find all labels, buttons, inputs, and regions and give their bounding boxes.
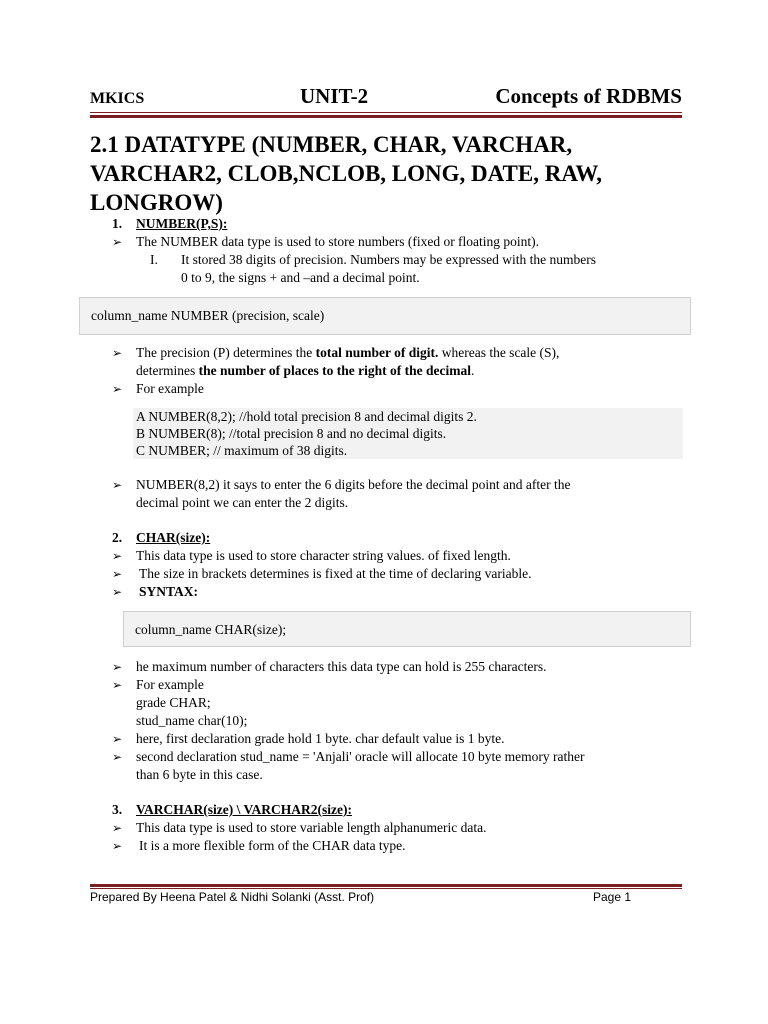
bullet-arrow-icon: ➢ [112,750,123,764]
section2-bullet1: This data type is used to store character string values. of fixed length. [136,548,511,563]
bullet-arrow-icon: ➢ [112,382,123,396]
number-syntax-text: column_name NUMBER (precision, scale) [91,308,325,323]
page-header [90,84,682,114]
bullet-arrow-icon: ➢ [112,821,123,835]
section3-heading: VARCHAR(size) \ VARCHAR2(size): [136,802,352,817]
footer-rule-thin [90,888,682,889]
precision-text-d: determines [136,363,199,378]
section1-heading: NUMBER(P,S): [136,216,228,231]
bullet-arrow-icon: ➢ [112,585,123,599]
section2-number: 2. [112,530,123,545]
section1-for-example: For example [136,381,204,396]
precision-line1 [136,344,559,362]
section2-heading: CHAR(size): [136,530,211,545]
number-example-code [133,408,683,459]
bullet-arrow-icon: ➢ [112,567,123,581]
header-right: Concepts of RDBMS [495,84,682,108]
section1-bullet1: The NUMBER data type is used to store numbers (fixed or floating point). [136,234,540,249]
precision-text-e: the number of places to the right of the decimal [198,363,471,378]
precision-text-c: whereas the scale (S), [438,345,560,360]
number-syntax-box [79,297,691,335]
section3-bullet2: It is a more flexible form of the CHAR data type. [139,838,406,853]
footer-rule-thick [90,884,682,887]
section1-sub-line2: 0 to 9, the signs + and –and a decimal point. [181,270,420,285]
section3-number: 3. [112,802,123,817]
section2-example1: grade CHAR; [136,695,211,710]
section2-syntax-label: SYNTAX: [139,584,199,599]
section1-sub-number: I. [150,252,158,267]
section2-bullet2: The size in brackets determines is fixed at the time of declaring variable. [139,566,532,581]
section2-bullet7-line1: second declaration stud_name = 'Anjali' oracle will allocate 10 byte memory rather [136,749,585,764]
section2-bullet5: For example [136,677,204,692]
precision-text-a: The precision (P) determines the [136,345,316,360]
bullet-arrow-icon: ➢ [112,839,123,853]
section2-bullet4: he maximum number of characters this data type can hold is 255 characters. [136,659,547,674]
header-rule-thick [90,115,682,118]
header-center: UNIT-2 [300,84,369,108]
footer-credit: Prepared By Heena Patel & Nidhi Solanki (Asst. Prof) [90,890,375,904]
precision-text-f: . [470,363,475,378]
precision-text-b: total number of digit. [315,345,439,360]
bullet-arrow-icon: ➢ [112,346,123,360]
code-line: A NUMBER(8,2); //hold total precision 8 and decimal digits 2. [136,409,477,424]
section2-bullet6: here, first declaration grade hold 1 byte. char default value is 1 byte. [136,731,505,746]
section3-bullet1: This data type is used to store variable length alphanumeric data. [136,820,487,835]
header-rule-thin [90,112,682,113]
bullet-arrow-icon: ➢ [112,549,123,563]
code-line: C NUMBER; // maximum of 38 digits. [136,443,348,458]
section1-sub-line1: It stored 38 digits of precision. Numbers may be expressed with the numbers [181,252,597,267]
section1-note-line1: NUMBER(8,2) it says to enter the 6 digits before the decimal point and after the [136,477,571,492]
bullet-arrow-icon: ➢ [112,678,123,692]
bullet-arrow-icon: ➢ [112,732,123,746]
bullet-arrow-icon: ➢ [112,235,123,249]
code-line: B NUMBER(8); //total precision 8 and no decimal digits. [136,426,447,441]
precision-line2 [136,362,474,380]
char-syntax-text: column_name CHAR(size); [135,622,287,637]
header-left: MKICS [90,90,145,107]
page-number: Page 1 [593,890,632,904]
section1-number: 1. [112,216,123,231]
section2-example2: stud_name char(10); [136,713,248,728]
section1-note-line2: decimal point we can enter the 2 digits. [136,495,349,510]
section-title: 2.1 DATATYPE (NUMBER, CHAR, VARCHAR, VARCHAR2, CLOB,NCLOB, LONG, DATE, RAW, LONGROW) [90,132,603,215]
bullet-arrow-icon: ➢ [112,478,123,492]
char-syntax-box [123,611,691,647]
section2-bullet7-line2: than 6 byte in this case. [136,767,263,782]
bullet-arrow-icon: ➢ [112,660,123,674]
